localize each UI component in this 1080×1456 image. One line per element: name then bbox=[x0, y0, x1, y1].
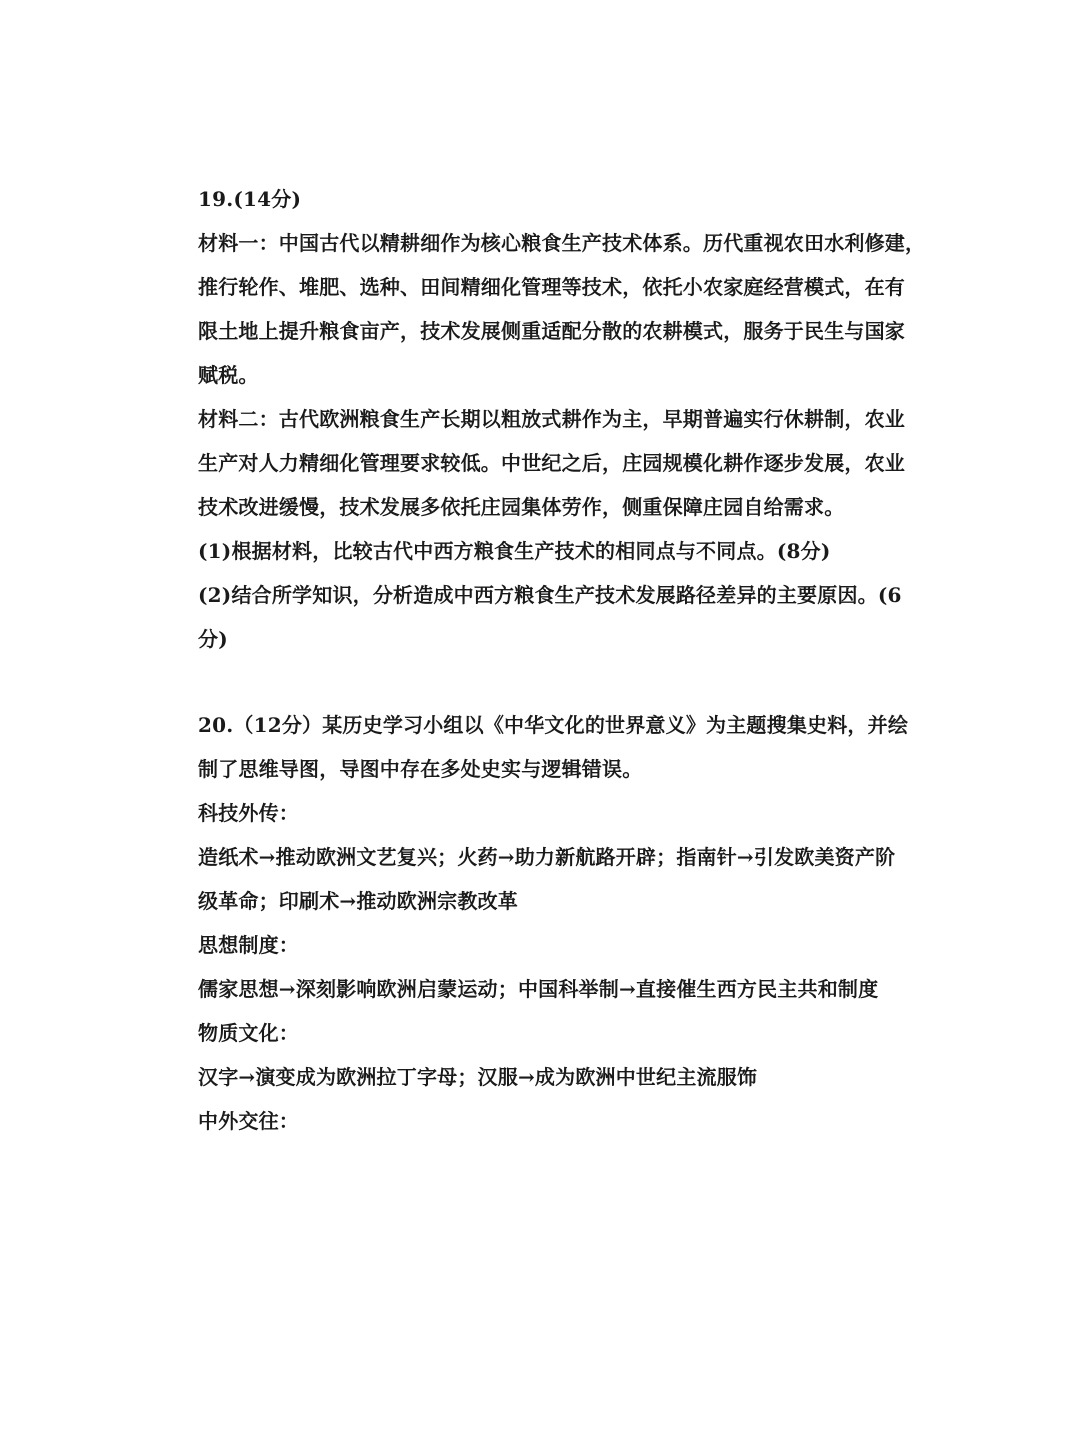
q19-material2-line: 材料二：古代欧洲粮食生产长期以粗放式耕作为主，早期普遍实行休耕制，农业 bbox=[198, 407, 905, 431]
q19-material1-line: 赋税。 bbox=[198, 363, 259, 387]
q19-material2-line: 技术改进缓慢，技术发展多依托庄园集体劳作，侧重保障庄园自给需求。 bbox=[198, 495, 845, 519]
q20-tech-line: 级革命；印刷术→推动欧洲宗教改革 bbox=[198, 889, 518, 913]
q20-thought-line: 儒家思想→深刻影响欧洲启蒙运动；中国科举制→直接催生西方民主共和制度 bbox=[198, 977, 879, 1001]
q20-exchange-heading: 中外交往： bbox=[198, 1109, 299, 1133]
q19-question1: (1)根据材料，比较古代中西方粮食生产技术的相同点与不同点。(8分) bbox=[198, 539, 831, 563]
q19-question2-line: 分) bbox=[198, 627, 228, 651]
q19-header: 19.(14分) bbox=[198, 187, 302, 211]
q20-material-line: 汉字→演变成为欧洲拉丁字母；汉服→成为欧洲中世纪主流服饰 bbox=[198, 1065, 758, 1089]
q19-material1-line: 限土地上提升粮食亩产，技术发展侧重适配分散的农耕模式，服务于民生与国家 bbox=[198, 319, 905, 343]
q19-question2-line: (2)结合所学知识，分析造成中西方粮食生产技术发展路径差异的主要原因。(6 bbox=[198, 583, 902, 607]
q19-material2-line: 生产对人力精细化管理要求较低。中世纪之后，庄园规模化耕作逐步发展，农业 bbox=[198, 451, 905, 475]
q20-thought-heading: 思想制度： bbox=[198, 933, 299, 957]
q20-tech-heading: 科技外传： bbox=[198, 801, 299, 825]
q20-intro-line: 制了思维导图，导图中存在多处史实与逻辑错误。 bbox=[198, 757, 643, 781]
q20-material-heading: 物质文化： bbox=[198, 1021, 299, 1045]
q20-intro-line: 20.（12分）某历史学习小组以《中华文化的世界意义》为主题搜集史料，并绘 bbox=[198, 713, 909, 737]
q19-material1-line: 材料一：中国古代以精耕细作为核心粮食生产技术体系。历代重视农田水利修建， bbox=[198, 231, 926, 255]
q20-tech-line: 造纸术→推动欧洲文艺复兴；火药→助力新航路开辟；指南针→引发欧美资产阶 bbox=[198, 845, 896, 869]
q19-material1-line: 推行轮作、堆肥、选种、田间精细化管理等技术，依托小农家庭经营模式，在有 bbox=[198, 275, 905, 299]
